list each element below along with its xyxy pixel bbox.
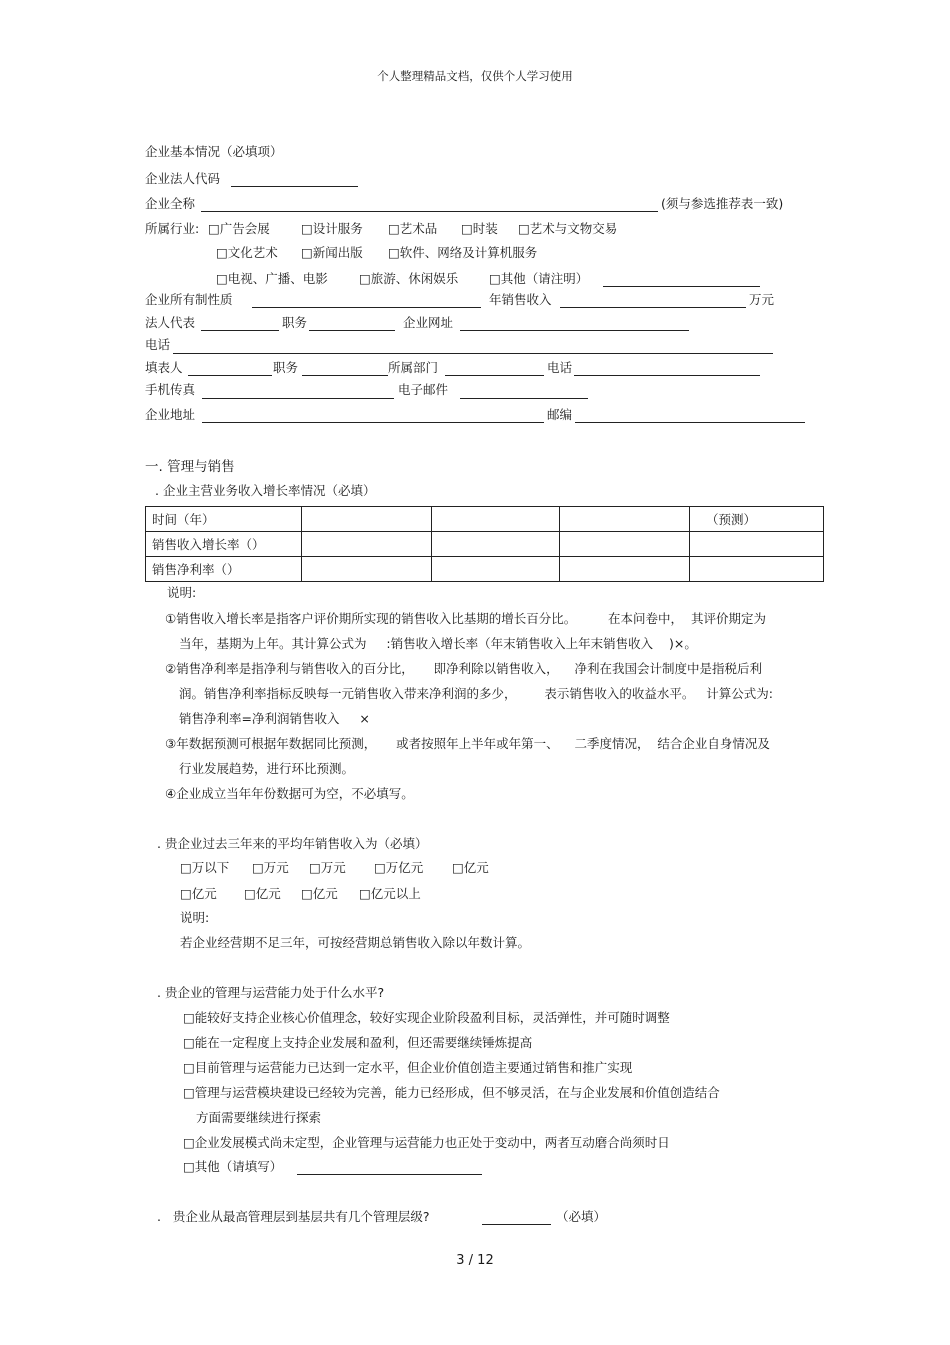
q2-option[interactable]: □亿元 xyxy=(180,886,217,901)
industry-option-software[interactable]: □软件、网络及计算机服务 xyxy=(388,245,538,260)
q1-note-line: ①销售收入增长率是指客户评价期所实现的销售收入比基期的增长百分比。 在本问卷中， 其评价期定为 xyxy=(165,611,766,626)
q2-option[interactable]: □亿元 xyxy=(301,886,338,901)
q1-note-line: 润。销售净利率指标反映每一元销售收入带来净利润的多少， 表示销售收入的收益水平。 计算公式为: xyxy=(179,686,773,701)
q2-option[interactable]: □亿元 xyxy=(244,886,281,901)
page-number: 3 / 12 xyxy=(456,1253,494,1268)
address-field[interactable] xyxy=(202,422,544,423)
q3-option[interactable]: □管理与运营模块建设已经较为完善，能力已经形成，但不够灵活，在与企业发展和价值创造结合 xyxy=(183,1085,720,1100)
department-label: 所属部门 xyxy=(388,360,439,375)
q1-note-line: ④企业成立当年年份数据可为空，不必填写。 xyxy=(165,786,414,801)
industry-option-design[interactable]: □设计服务 xyxy=(301,221,363,236)
filler-field[interactable] xyxy=(188,375,272,376)
table-cell[interactable] xyxy=(432,532,560,557)
full-name-note: (须与参选推荐表一致) xyxy=(661,196,784,211)
annual-sales-label: 年销售收入 xyxy=(489,292,552,307)
q4-title: . 贵企业从最高管理层到基层共有几个管理层级? xyxy=(157,1209,430,1224)
mobile-fax-field[interactable] xyxy=(202,398,394,399)
q3-option[interactable]: □企业发展模式尚未定型，企业管理与运营能力也正处于变动中，两者互动磨合尚须时日 xyxy=(183,1135,670,1150)
basic-info-title: 企业基本情况（必填项） xyxy=(145,144,283,159)
table-cell[interactable] xyxy=(560,507,690,532)
table-row xyxy=(146,507,824,532)
q3-option[interactable]: □能较好支持企业核心价值理念，较好实现企业阶段盈利目标，灵活弹性，并可随时调整 xyxy=(183,1010,670,1025)
q1-note-line: ②销售净利率是指净利与销售收入的百分比， 即净利除以销售收入， 净利在我国会计制度中是指税后利 xyxy=(165,661,762,676)
table-cell[interactable] xyxy=(432,557,560,582)
legal-code-field[interactable] xyxy=(231,186,358,187)
annual-sales-field[interactable] xyxy=(560,307,746,308)
industry-option-fashion[interactable]: □时装 xyxy=(461,221,498,236)
header-note: 个人整理精品文档，仅供个人学习使用 xyxy=(377,69,573,83)
email-field[interactable] xyxy=(460,398,588,399)
full-name-label: 企业全称 xyxy=(145,196,196,211)
table-cell[interactable] xyxy=(302,532,432,557)
q1-title: . 企业主营业务收入增长率情况（必填） xyxy=(155,483,376,498)
q1-note-line: 销售净利率=净利润销售收入 × xyxy=(179,711,370,726)
table-cell: 销售收入增长率（） xyxy=(146,532,302,557)
department-field[interactable] xyxy=(445,375,544,376)
industry-option-publishing[interactable]: □新闻出版 xyxy=(301,245,363,260)
q2-note: 若企业经营期不足三年，可按经营期总销售收入除以年数计算。 xyxy=(180,935,531,950)
table-row xyxy=(146,557,824,582)
table-cell: 时间（年） xyxy=(146,507,302,532)
q2-option[interactable]: □万元 xyxy=(252,860,289,875)
q2-option[interactable]: □万元 xyxy=(309,860,346,875)
table-cell[interactable] xyxy=(560,532,690,557)
filler-label: 填表人 xyxy=(145,360,183,375)
growth-rate-table xyxy=(145,506,824,582)
section1-title: 一. 管理与销售 xyxy=(145,459,235,475)
industry-option-art-trade[interactable]: □艺术与文物交易 xyxy=(518,221,618,236)
q3-option[interactable]: □能在一定程度上支持企业发展和盈利，但还需要继续锤炼提高 xyxy=(183,1035,533,1050)
postcode-label: 邮编 xyxy=(547,407,573,422)
filler-position-label: 职务 xyxy=(273,360,299,375)
annual-sales-unit: 万元 xyxy=(749,292,775,307)
phone-label: 电话 xyxy=(145,337,171,352)
q1-note-line: 当年，基期为上年。其计算公式为 :销售收入增长率（年末销售收入上年末销售收入 )×。 xyxy=(179,636,697,651)
q3-other-field[interactable] xyxy=(297,1174,482,1175)
q3-option[interactable]: □目前管理与运营能力已达到一定水平，但企业价值创造主要通过销售和推广实现 xyxy=(183,1060,633,1075)
q4-required: （必填） xyxy=(556,1209,607,1224)
q2-option[interactable]: □万以下 xyxy=(180,860,230,875)
q2-notes-title: 说明: xyxy=(180,910,210,925)
q2-option[interactable]: □万亿元 xyxy=(374,860,424,875)
phone-field[interactable] xyxy=(173,353,773,354)
industry-option-other[interactable]: □其他（请注明） xyxy=(489,271,589,286)
table-row xyxy=(146,532,824,557)
q1-notes-title: 说明: xyxy=(167,585,197,600)
postcode-field[interactable] xyxy=(575,422,805,423)
q2-title: . 贵企业过去三年来的平均年销售收入为（必填） xyxy=(157,836,428,851)
table-cell[interactable] xyxy=(302,557,432,582)
industry-option-culture-art[interactable]: □文化艺术 xyxy=(216,245,278,260)
table-cell[interactable] xyxy=(432,507,560,532)
website-label: 企业网址 xyxy=(403,315,454,330)
ownership-label: 企业所有制性质 xyxy=(145,292,233,307)
legal-rep-label: 法人代表 xyxy=(145,315,196,330)
legal-rep-field[interactable] xyxy=(201,330,279,331)
table-cell[interactable] xyxy=(560,557,690,582)
table-cell: 销售净利率（） xyxy=(146,557,302,582)
q3-title: . 贵企业的管理与运营能力处于什么水平? xyxy=(157,985,385,1000)
email-label: 电子邮件 xyxy=(398,382,449,397)
legal-code-label: 企业法人代码 xyxy=(145,171,221,186)
website-field[interactable] xyxy=(460,330,689,331)
q3-option-continued: 方面需要继续进行探索 xyxy=(196,1110,322,1125)
industry-option-tv-film[interactable]: □电视、广播、电影 xyxy=(216,271,328,286)
table-cell[interactable] xyxy=(302,507,432,532)
table-cell[interactable] xyxy=(690,557,824,582)
mobile-fax-label: 手机传真 xyxy=(145,382,196,397)
filler-phone-field[interactable] xyxy=(574,375,760,376)
table-cell[interactable] xyxy=(690,532,824,557)
q4-answer-field[interactable] xyxy=(482,1224,551,1225)
full-name-field[interactable] xyxy=(201,211,658,212)
q2-option[interactable]: □亿元以上 xyxy=(359,886,421,901)
legal-rep-position-label: 职务 xyxy=(282,315,308,330)
filler-phone-label: 电话 xyxy=(547,360,573,375)
industry-option-art[interactable]: □艺术品 xyxy=(388,221,438,236)
table-cell[interactable]: （预测） xyxy=(690,507,824,532)
address-label: 企业地址 xyxy=(145,407,196,422)
industry-other-field[interactable] xyxy=(603,286,760,287)
industry-option-ad-exhibition[interactable]: □广告会展 xyxy=(208,221,270,236)
ownership-field[interactable] xyxy=(252,307,481,308)
legal-rep-position-field[interactable] xyxy=(309,330,395,331)
q1-note-line: 行业发展趋势，进行环比预测。 xyxy=(179,761,355,776)
filler-position-field[interactable] xyxy=(302,375,388,376)
q3-option-other[interactable]: □其他（请填写） xyxy=(183,1159,283,1174)
industry-option-tourism[interactable]: □旅游、休闲娱乐 xyxy=(359,271,459,286)
q2-option[interactable]: □亿元 xyxy=(452,860,489,875)
q1-note-line: ③年数据预测可根据年数据同比预测， 或者按照年上半年或年第一、 二季度情况， 结合企业自身情况及 xyxy=(165,736,770,751)
industry-label: 所属行业: xyxy=(145,221,200,236)
